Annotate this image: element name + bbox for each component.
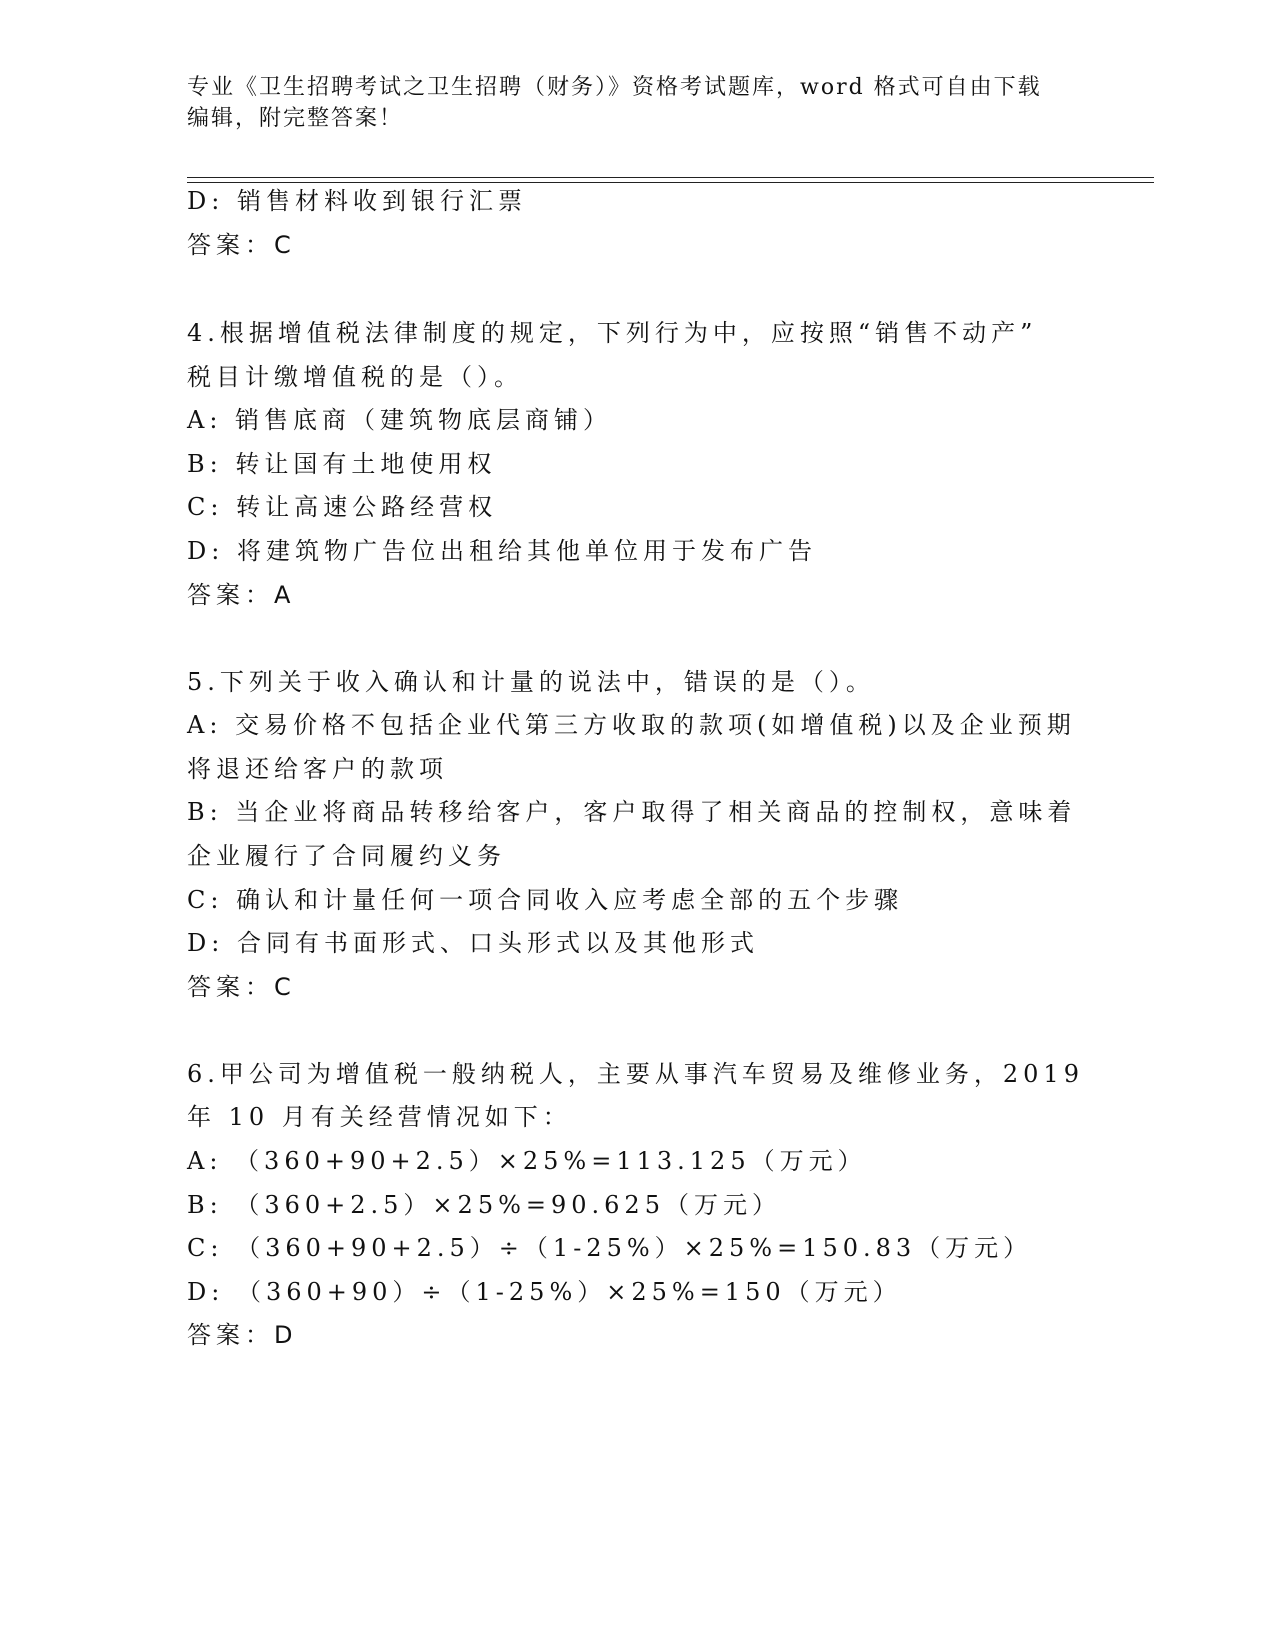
q5-answer: 答案：C	[187, 973, 296, 1001]
q5-option-d: D: 合同有书面形式、口头形式以及其他形式	[187, 929, 759, 957]
header-divider-top	[187, 177, 1154, 178]
q5-option-b-line-2: 企业履行了合同履约义务	[187, 842, 506, 870]
q4-stem-line-2: 税目计缴增值税的是（）。	[187, 363, 523, 391]
q5-option-b-line-1: B: 当企业将商品转移给客户，客户取得了相关商品的控制权，意味着	[187, 798, 1077, 826]
q4-stem-line-1: 4.根据增值税法律制度的规定，下列行为中，应按照“销售不动产”	[187, 319, 1038, 347]
q6-stem-line-1: 6.甲公司为增值税一般纳税人，主要从事汽车贸易及维修业务，2019	[187, 1060, 1084, 1088]
header-line-1: 专业《卫生招聘考试之卫生招聘（财务）》资格考试题库，word 格式可自由下载	[187, 75, 1042, 100]
q4-option-d: D: 将建筑物广告位出租给其他单位用于发布广告	[187, 537, 817, 565]
q6-option-b: B: （360+2.5）×25%=90.625（万元）	[187, 1191, 781, 1219]
q6-option-c: C: （360+90+2.5）÷（1-25%）×25%=150.83（万元）	[187, 1234, 1033, 1262]
header-divider-bottom	[187, 182, 1154, 183]
q4-answer: 答案：A	[187, 581, 296, 609]
q5-option-c: C: 确认和计量任何一项合同收入应考虑全部的五个步骤	[187, 886, 904, 914]
q4-option-a: A: 销售底商（建筑物底层商铺）	[187, 406, 613, 434]
q3-option-d: D: 销售材料收到银行汇票	[187, 187, 527, 215]
q4-option-b: B: 转让国有土地使用权	[187, 450, 497, 478]
q6-stem-line-2: 年 10 月有关经营情况如下：	[187, 1103, 572, 1131]
header-line-2: 编辑，附完整答案！	[187, 106, 404, 131]
q6-option-a: A: （360+90+2.5）×25%=113.125（万元）	[187, 1147, 867, 1175]
q6-answer: 答案：D	[187, 1321, 298, 1349]
q4-option-c: C: 转让高速公路经营权	[187, 493, 498, 521]
q6-option-d: D: （360+90）÷（1-25%）×25%=150（万元）	[187, 1278, 902, 1306]
q5-stem: 5.下列关于收入确认和计量的说法中，错误的是（）。	[187, 668, 875, 696]
q5-option-a-line-1: A: 交易价格不包括企业代第三方收取的款项(如增值税)以及企业预期	[187, 711, 1076, 739]
q3-answer: 答案：C	[187, 231, 296, 259]
document-header	[187, 72, 1067, 134]
q5-option-a-line-2: 将退还给客户的款项	[187, 755, 448, 783]
